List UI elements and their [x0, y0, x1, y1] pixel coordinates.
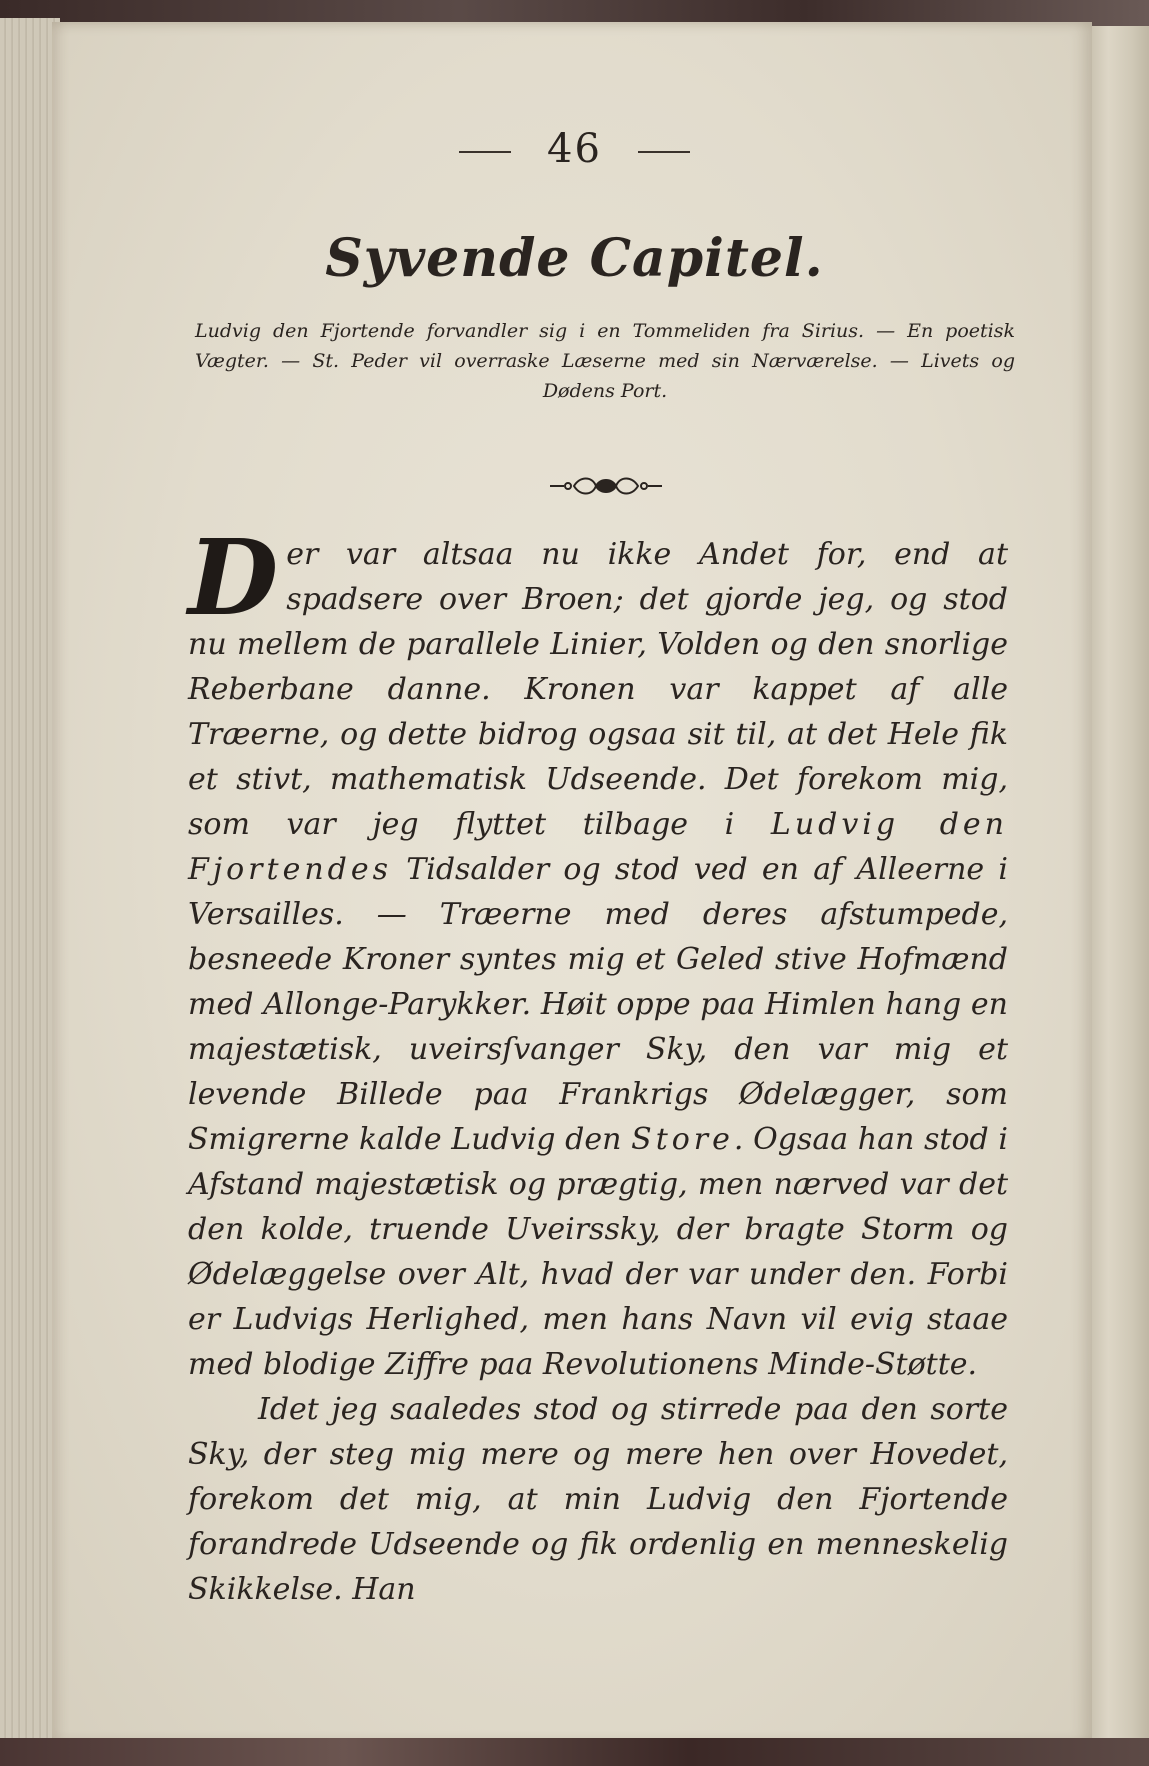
paragraph-2: Idet jeg saaledes stod og stirrede paa den sorte Sky, der steg mig mere og mere hen over Hovedet, forekom det mig, at min Ludvig den Fjortende forandrede Udseende og fik ordenlig en menneskelig Skikkelse. Han	[188, 1392, 1008, 1607]
header-dash-right	[638, 151, 690, 153]
ornament-divider-icon	[546, 474, 666, 498]
spaced-name-1: Ludvig den Fjortendes	[188, 807, 1008, 887]
drop-cap: D	[188, 516, 279, 639]
paragraph-1-text-b: Tidsalder og stod ved en af Alleerne i Versailles. — Træerne med deres afstumpede, besneede Kroner syntes mig et Geled stive Hofmænd med Allonge-Parykker. Høit oppe paa Himlen hang en majestætisk, uveirsſvanger Sky, den var mig et levende Billede paa Frankrigs Ødelægger, som Smigrerne kalde Ludvig den	[188, 852, 1008, 1157]
book-cover-bottom	[0, 1738, 1149, 1766]
chapter-summary: Ludvig den Fjortende forvandler sig i en Tommeliden fra Sirius. — En poetisk Vægter. — St. Peder vil overraske Læserne med sin Nærværelse. — Livets og Dødens Port.	[195, 320, 1015, 402]
chapter-title: Syvende Capitel.	[325, 228, 824, 289]
page-number: 46	[547, 126, 602, 172]
header-dash-left	[459, 151, 511, 153]
paragraph-1-text-c: . Ogsaa han stod i Afstand majestætisk og prægtig, men nærved var det den kolde, truende Uveirssky, der bragte Storm og Ødelæggelse over Alt, hvad der var under den. Forbi er Ludvigs Herlighed, men hans Navn vil evig staae med blodige Ziffre paa Revolutionens Minde-Støtte.	[188, 1122, 1008, 1382]
paragraph-1	[188, 516, 1008, 1387]
spaced-name-2: Store	[631, 1122, 734, 1157]
chapter-body	[188, 516, 1008, 1612]
paragraph-1-text-a: er var altsaa nu ikke Andet for, end at spadsere over Broen; det gjorde jeg, og stod nu mellem de parallele Linier, Volden og den snorlige Reberbane danne. Kronen var kappet af alle Træerne, og dette bidrog ogsaa sit til, at det Hele fik et stivt, mathematisk Udseende. Det forekom mig, som var jeg flyttet tilbage i	[188, 537, 1008, 842]
page-header	[0, 126, 1149, 172]
